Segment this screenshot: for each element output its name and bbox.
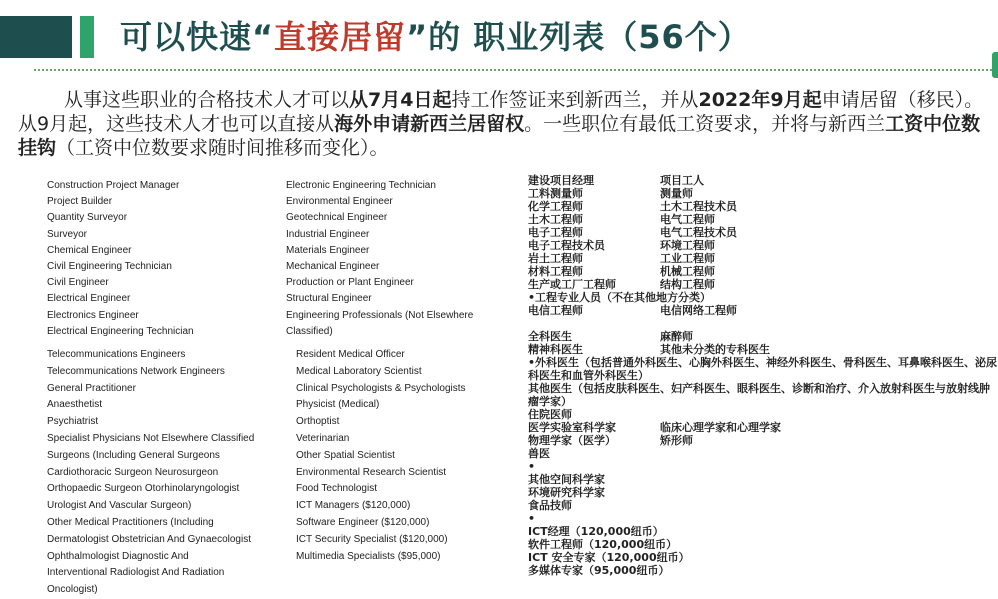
cn-item: 精神科医生 bbox=[528, 343, 583, 356]
list-item: Orthopaedic Surgeon Otorhinolaryngologist bbox=[47, 483, 240, 495]
list-item bbox=[528, 278, 998, 291]
title-highlight: 直接居留 bbox=[274, 18, 407, 56]
list-item: •工程专业人员（不在其他地方分类） bbox=[528, 291, 712, 304]
cn-item: 环境工程师 bbox=[660, 239, 715, 252]
cn-item: 全科医生 bbox=[528, 330, 572, 343]
cn-item: 机械工程师 bbox=[660, 265, 715, 278]
list-item: Other Spatial Scientist bbox=[296, 449, 395, 461]
page-title bbox=[120, 14, 751, 60]
list-item: Oncologist) bbox=[47, 584, 98, 596]
list-item: Chemical Engineer bbox=[47, 244, 132, 256]
list-item bbox=[528, 226, 998, 239]
list-item: ICT Security Specialist ($120,000) bbox=[296, 533, 448, 545]
list-item: Materials Engineer bbox=[286, 244, 370, 256]
list-item: Specialist Physicians Not Elsewhere Classified bbox=[47, 432, 255, 444]
list-item: 食品技师 bbox=[528, 499, 572, 512]
intro-bold-2: 2022年9月起 bbox=[698, 89, 822, 111]
list-item bbox=[528, 187, 998, 200]
title-post: ”的 职业列表（56个） bbox=[406, 18, 751, 56]
cn-item: 医学实验室科学家 bbox=[528, 421, 616, 434]
list-item: Interventional Radiologist And Radiation bbox=[47, 567, 225, 579]
list-item: Geotechnical Engineer bbox=[286, 212, 388, 224]
cn-item: 物理学家（医学） bbox=[528, 434, 616, 447]
list-item: Physicist (Medical) bbox=[296, 399, 380, 411]
cn-item: 工料测量师 bbox=[528, 187, 583, 200]
cn-item: 结构工程师 bbox=[660, 278, 715, 291]
list-item bbox=[528, 434, 998, 447]
list-item: Orthoptist bbox=[296, 416, 340, 428]
list-item bbox=[528, 330, 998, 343]
list-item: Mechanical Engineer bbox=[286, 261, 380, 273]
intro-paragraph bbox=[18, 88, 998, 160]
list-item: Veterinarian bbox=[296, 432, 350, 444]
english-list-medical-2 bbox=[296, 347, 466, 565]
intro-text-3: 申请居留（移民）。从9月起，这些技术人才也可以直接从 bbox=[18, 89, 984, 135]
bullet-marker: • bbox=[528, 460, 536, 473]
list-item: Software Engineer ($120,000) bbox=[296, 516, 430, 528]
list-item: 其他空间科学家 bbox=[528, 473, 605, 486]
cn-item: 材料工程师 bbox=[528, 265, 583, 278]
list-item: Construction Project Manager bbox=[47, 180, 180, 191]
list-item: Clinical Psychologists & Psychologists bbox=[296, 382, 466, 394]
cn-item: 工业工程师 bbox=[660, 252, 715, 265]
list-item: Engineering Professionals (Not Elsewhere Classified) bbox=[286, 309, 474, 337]
cn-item: 电气工程师 bbox=[660, 213, 715, 226]
list-item: Production or Plant Engineer bbox=[286, 277, 414, 289]
cn-item: 建设项目经理 bbox=[528, 174, 594, 187]
list-item: Quantity Surveyor bbox=[47, 212, 128, 224]
cn-item: 电子工程师 bbox=[528, 226, 583, 239]
chinese-list bbox=[528, 174, 998, 577]
list-item: Ophthalmologist Diagnostic And bbox=[47, 550, 189, 562]
bullet-marker: • bbox=[528, 512, 536, 525]
list-item: Electronics Engineer bbox=[47, 309, 139, 321]
list-item: Surveyor bbox=[47, 228, 88, 240]
list-item: Industrial Engineer bbox=[286, 228, 370, 240]
list-item: Psychiatrist bbox=[47, 416, 99, 428]
list-item bbox=[528, 252, 998, 265]
header-dark-bar bbox=[0, 16, 72, 58]
cn-item: 土木工程师 bbox=[528, 213, 583, 226]
cn-item: 电气工程技术员 bbox=[660, 226, 737, 239]
cn-item: 临床心理学家和心理学家 bbox=[660, 421, 781, 434]
intro-text-2: 持工作签证来到新西兰，并从 bbox=[451, 89, 699, 111]
list-item: Multimedia Specialists ($95,000) bbox=[296, 550, 441, 562]
list-item: Anaesthetist bbox=[47, 399, 103, 411]
cn-item: 电信网络工程师 bbox=[660, 304, 737, 317]
title-divider bbox=[34, 69, 992, 71]
cn-item: 土木工程技术员 bbox=[660, 200, 737, 213]
list-item: Medical Laboratory Scientist bbox=[296, 365, 422, 377]
cn-item: 测量师 bbox=[660, 187, 693, 200]
cn-item: 其他未分类的专科医生 bbox=[660, 343, 770, 356]
list-item: General Practitioner bbox=[47, 382, 136, 394]
english-list-engineering-2 bbox=[286, 178, 486, 340]
list-item: •外科医生（包括普通外科医生、心胸外科医生、神经外科医生、骨科医生、耳鼻喉科医生、泌尿科医生和血管外科医生） bbox=[528, 356, 998, 382]
list-item bbox=[528, 304, 998, 317]
list-item: 环境研究科学家 bbox=[528, 486, 605, 499]
list-item: 其他医生（包括皮肤科医生、妇产科医生、眼科医生、诊断和治疗、介入放射科医生与放射线肿瘤学家） bbox=[528, 382, 990, 408]
cn-item: 生产或工厂工程师 bbox=[528, 278, 616, 291]
list-item bbox=[528, 265, 998, 278]
list-item bbox=[528, 200, 998, 213]
cn-item: 电信工程师 bbox=[528, 304, 583, 317]
list-item: 住院医师 bbox=[528, 408, 572, 421]
list-item: Other Medical Practitioners (Including bbox=[47, 516, 214, 528]
intro-text-1: 从事这些职业的合格技术人才可以 bbox=[64, 89, 350, 111]
list-item: Dermatologist Obstetrician And Gynaecologist bbox=[47, 533, 251, 545]
list-item: Cardiothoracic Surgeon Neurosurgeon bbox=[47, 466, 219, 478]
cn-item: 矫形师 bbox=[660, 434, 693, 447]
cn-item: 项目工人 bbox=[660, 174, 704, 187]
list-item bbox=[528, 343, 998, 356]
list-item: 软件工程师（120,000纽币） bbox=[528, 538, 678, 551]
list-item: Environmental Research Scientist bbox=[296, 466, 447, 478]
list-item: Project Builder bbox=[47, 196, 113, 208]
intro-text-4: 。一些职位有最低工资要求，并将与新西兰 bbox=[524, 113, 886, 135]
list-item: Food Technologist bbox=[296, 483, 377, 495]
english-list-engineering-1 bbox=[47, 178, 194, 340]
cn-item: 电子工程技术员 bbox=[528, 239, 605, 252]
title-pre: 可以快速“ bbox=[120, 18, 275, 56]
list-item: Electronic Engineering Technician bbox=[286, 180, 436, 191]
list-item: ICT经理（120,000纽币） bbox=[528, 525, 664, 538]
list-item: Civil Engineer bbox=[47, 277, 109, 289]
header-accent-bar bbox=[80, 16, 94, 58]
list-item: Electrical Engineering Technician bbox=[47, 325, 194, 337]
english-list-medical-1 bbox=[47, 347, 254, 599]
cn-item: 化学工程师 bbox=[528, 200, 583, 213]
intro-bold-4: 工资中位数挂钩 bbox=[18, 113, 981, 159]
list-item: Telecommunications Engineers bbox=[47, 349, 186, 360]
list-item bbox=[528, 239, 998, 252]
intro-text-5: （工资中位数要求随时间推移而变化）。 bbox=[56, 137, 389, 159]
list-item: Urologist And Vascular Surgeon) bbox=[47, 500, 192, 512]
intro-bold-1: 从7月4日起 bbox=[349, 89, 452, 111]
cn-item: 麻醉师 bbox=[660, 330, 693, 343]
intro-bold-3: 海外申请新西兰居留权 bbox=[334, 113, 525, 135]
list-item: 兽医 bbox=[528, 447, 550, 460]
list-item: Electrical Engineer bbox=[47, 293, 131, 305]
list-item: Resident Medical Officer bbox=[296, 349, 405, 360]
list-item: Structural Engineer bbox=[286, 293, 372, 305]
list-item: 多媒体专家（95,000纽币） bbox=[528, 564, 670, 577]
list-item: ICT Managers ($120,000) bbox=[296, 500, 411, 512]
list-item: ICT 安全专家（120,000纽币） bbox=[528, 551, 690, 564]
list-item: Environmental Engineer bbox=[286, 196, 393, 208]
list-item bbox=[528, 213, 998, 226]
edge-tab bbox=[992, 52, 998, 78]
list-item: Surgeons (Including General Surgeons bbox=[47, 449, 220, 461]
list-item: Telecommunications Network Engineers bbox=[47, 365, 225, 377]
list-item: Civil Engineering Technician bbox=[47, 261, 172, 273]
list-item bbox=[528, 421, 998, 434]
list-item bbox=[528, 174, 998, 187]
cn-item: 岩土工程师 bbox=[528, 252, 583, 265]
